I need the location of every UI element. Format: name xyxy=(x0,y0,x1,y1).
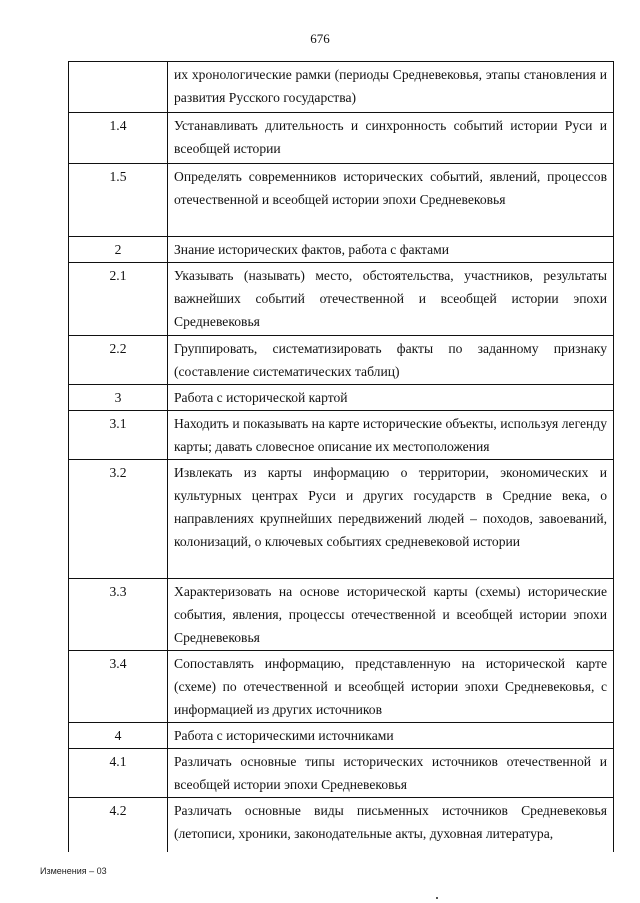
table-row xyxy=(69,579,614,651)
row-text: Устанавливать длительность и синхронность событий истории Руси и всеобщей истории xyxy=(168,113,614,164)
row-text: Работа с историческими источниками xyxy=(168,723,614,749)
page-number: 676 xyxy=(310,31,330,46)
row-number: 3.4 xyxy=(69,651,168,723)
row-text: Находить и показывать на карте исторические объекты, используя легенду карты; давать словесное описание их местоположения xyxy=(168,411,614,460)
row-text: Знание исторических фактов, работа с фактами xyxy=(168,237,614,263)
row-number: 4 xyxy=(69,723,168,749)
requirements-table xyxy=(68,61,614,852)
row-text: Извлекать из карты информацию о территории, экономических и культурных центрах Руси и других государств в Средние века, о направлениях крупнейших передвижений людей – походов, завоеваний, колонизаций, о ключевых событиях средневековой истории xyxy=(168,460,614,579)
row-text: Характеризовать на основе исторической карты (схемы) исторические события, явления, процессы отечественной и всеобщей истории эпохи Средневековья xyxy=(168,579,614,651)
table-row xyxy=(69,460,614,579)
table-row xyxy=(69,385,614,411)
table-row xyxy=(69,62,614,113)
row-text: их хронологические рамки (периоды Средневековья, этапы становления и развития Русского государства) xyxy=(168,62,614,113)
table-row xyxy=(69,113,614,164)
row-number: 3.1 xyxy=(69,411,168,460)
row-text: Различать основные виды письменных источников Средневековья (летописи, хроники, законодательные акты, духовная литература, xyxy=(168,798,614,853)
row-number: 1.5 xyxy=(69,164,168,237)
row-text: Определять современников исторических событий, явлений, процессов отечественной и всеобщей истории эпохи Средневековья xyxy=(168,164,614,237)
row-text: Работа с исторической картой xyxy=(168,385,614,411)
row-text: Группировать, систематизировать факты по заданному признаку (составление систематических таблиц) xyxy=(168,336,614,385)
row-number: 4.2 xyxy=(69,798,168,853)
table-row xyxy=(69,237,614,263)
revision-footer: Изменения – 03 xyxy=(40,866,107,876)
table-row xyxy=(69,798,614,853)
scan-speck xyxy=(436,897,438,899)
row-number: 2 xyxy=(69,237,168,263)
table-row xyxy=(69,411,614,460)
row-text: Сопоставлять информацию, представленную на исторической карте (схеме) по отечественной и всеобщей истории эпохи Средневековья, с информацией из других источников xyxy=(168,651,614,723)
row-number: 4.1 xyxy=(69,749,168,798)
table-row xyxy=(69,263,614,336)
table-row xyxy=(69,749,614,798)
row-number xyxy=(69,62,168,113)
table-row xyxy=(69,336,614,385)
row-number: 3.2 xyxy=(69,460,168,579)
table-row xyxy=(69,164,614,237)
row-text: Указывать (называть) место, обстоятельства, участников, результаты важнейших событий отечественной и всеобщей истории эпохи Средневековья xyxy=(168,263,614,336)
row-text: Различать основные типы исторических источников отечественной и всеобщей истории эпохи Средневековья xyxy=(168,749,614,798)
row-number: 3.3 xyxy=(69,579,168,651)
table-row xyxy=(69,651,614,723)
row-number: 3 xyxy=(69,385,168,411)
row-number: 2.2 xyxy=(69,336,168,385)
row-number: 1.4 xyxy=(69,113,168,164)
table-row xyxy=(69,723,614,749)
row-number: 2.1 xyxy=(69,263,168,336)
